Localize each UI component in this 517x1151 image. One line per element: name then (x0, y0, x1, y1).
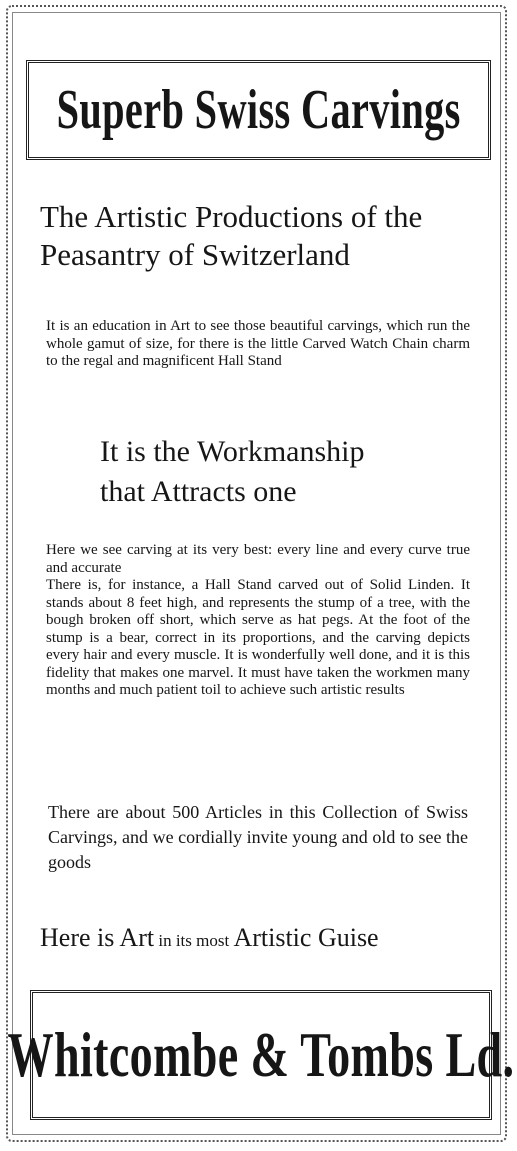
invite-paragraph: There are about 500 Articles in this Collection of Swiss Carvings, and we cordially invite young and old to see the goods (48, 802, 468, 872)
tagline-part-2: in its most (154, 931, 234, 950)
intro-paragraph: It is an education in Art to see those beautiful carvings, which run the whole gamut of size, for there is the little Carved Watch Chain charm to the regal and magnificent Hall Stand (46, 318, 470, 369)
workmanship-heading: It is the Workmanship that Attracts one (100, 435, 365, 508)
main-heading: The Artistic Productions of the Peasantry of Switzerland (40, 199, 423, 272)
tagline-part-1: Here is Art (40, 923, 155, 952)
header-box (26, 60, 491, 160)
tagline (40, 920, 480, 959)
detail-paragraph: Here we see carving at its very best: every line and every curve true and accurate There is, for instance, a Hall Stand carved out of Solid Linden. It stands about 8 feet high, and represents the stump of a tree, with the bough broken off short, which serve as hat pegs. At the foot of the stump is a bear, correct in its proportions, and the carving depicts every hair and every muscle. It is wonderfully well done, and it is this fidelity that makes one marvel. It must have taken the workmen many months and much patient toil to achieve such artistic results (46, 542, 470, 698)
tagline-part-3: Artistic Guise (233, 923, 379, 952)
header-title: Superb Swiss Carvings (56, 79, 461, 141)
footer-title: Whitcombe & Tombs Ld. (7, 1019, 515, 1090)
footer-box (7, 990, 515, 1120)
